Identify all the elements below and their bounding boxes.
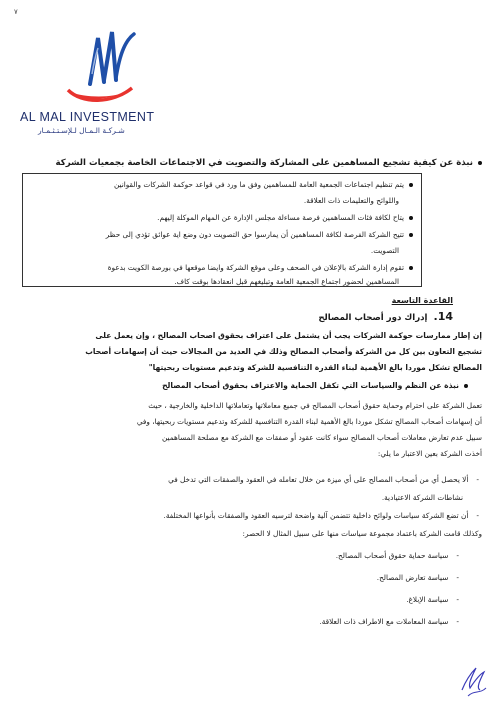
bullet-icon [478,161,482,165]
policy-item-1: -سياسة حماية حقوق أصحاب المصالح. [335,551,459,560]
bullet-icon [409,216,413,220]
policy-item-3: -سياسة الإبلاغ. [406,595,459,604]
box-line-7: المساهمين لحضور اجتماع الجمعية العامة وتبليغهم قبل انعقادها بوقت كاف. [174,277,399,286]
bullet-icon [409,266,413,270]
para1-line-3: المصالح تشكل موردا بالغ الأهمية لبناء القدرة التنافسية للشركة وتدعيم مستويات ربحيتها" [148,363,482,372]
para2-line-1: تعمل الشركة على احترام وحماية حقوق أصحاب المصالح في جميع معاملاتها وتعاملاتها الداخلية والخارجية ، حيث [148,401,482,410]
bullet-stakeholder-systems: نبذة عن النظم والسياسات التي تكفل الحماية والاعتراف بحقوق أصحاب المصالح [80,378,468,394]
dash-item-1: -ألا يحصل أي من أصحاب المصالح على أي ميزة من خلال تعامله في العقود والصفقات التي تدخل في [168,475,479,484]
para1-line-2: تشجيع التعاون بين كل من الشركة وأصحاب المصالح وذلك في العديد من المجالات حيث أن إسهامات أصحاب [85,347,482,356]
section-title: القاعدة التاسعة [391,296,453,305]
logo-text-arabic: شـركـة الـمـال لـلإسـتـثـمـار [38,126,125,135]
box-line-5: التصويت. [370,246,399,255]
bullet-icon [409,233,413,237]
rule-heading-14 [318,310,453,323]
shareholder-box [22,173,422,287]
page-number: ٧ [14,8,18,16]
heading-shareholder-participation: نبذة عن كيفية تشجيع المساهمين على المشاركة والتصويت في الاجتماعات الخاصة بجمعيات الشركة [22,158,482,168]
bullet-icon [409,183,413,187]
logo-mark-icon [8,14,178,114]
logo-text-english: AL MAL INVESTMENT [20,110,155,124]
dash-item-1-cont: نشاطات الشركة الاعتيادية. [381,493,463,502]
box-line-2: واللوائح والتعليمات ذات العلاقة. [303,196,399,205]
box-line-3: يتاح لكافة فئات المساهمين فرصة مساءلة مجلس الإدارة عن المهام الموكلة إليهم. [157,210,413,226]
para2-line-3: سبيل عدم تعارض معاملات أصحاب المصالح سواء كانت عقود أو صفقات مع الشركة مع مصلحة المساهمين [162,433,482,442]
box-line-4: تتيح الشركة الفرصة لكافة المساهمين أن يمارسوا حق التصويت دون وضع اية عوائق تؤدي إلى حظر [106,227,413,243]
signature-icon [458,660,490,700]
rule-number: 14. [433,310,453,323]
para3: وكذلك قامت الشركة باعتماد مجموعة سياسات منها على سبيل المثال لا الحصر: [242,529,482,538]
box-line-6: تقوم إدارة الشركة بالإعلان في الصحف وعلى موقع الشركة وايضا موقعها في بورصة الكويت بدعوة [108,260,413,276]
rule-heading-text: إدراك دور أصحاب المصالح [318,313,428,323]
policy-item-4: -سياسة المعاملات مع الاطراف ذات العلاقة. [319,617,459,626]
dash-item-2: -أن تضع الشركة سياسات ولوائح داخلية تتضمن آلية واضحة لترسيه العقود والصفقات بأنواعها المختلفة. [163,511,479,520]
bullet-icon [464,384,468,388]
para2-line-4: أخذت الشركة بعين الاعتبار ما يلي: [377,449,482,458]
box-line-1: يتم تنظيم اجتماعات الجمعية العامة للمساهمين وفق ما ورد في قواعد حوكمة الشركات والقوانين [114,177,413,193]
company-logo [8,14,178,135]
para2-line-2: أن إسهامات أصحاب المصالح تشكل موردا بالغ الأهمية لبناء القدرة التنافسية للشركة وتدعيم مستويات ربحيتها، وفي [136,417,482,426]
policy-item-2: -سياسة تعارض المصالح. [376,573,459,582]
para1-line-1: إن إطار ممارسات حوكمة الشركات يجب أن يشتمل على اعتراف بحقوق اصحاب المصالح ، وإن يعمل على [95,331,482,340]
